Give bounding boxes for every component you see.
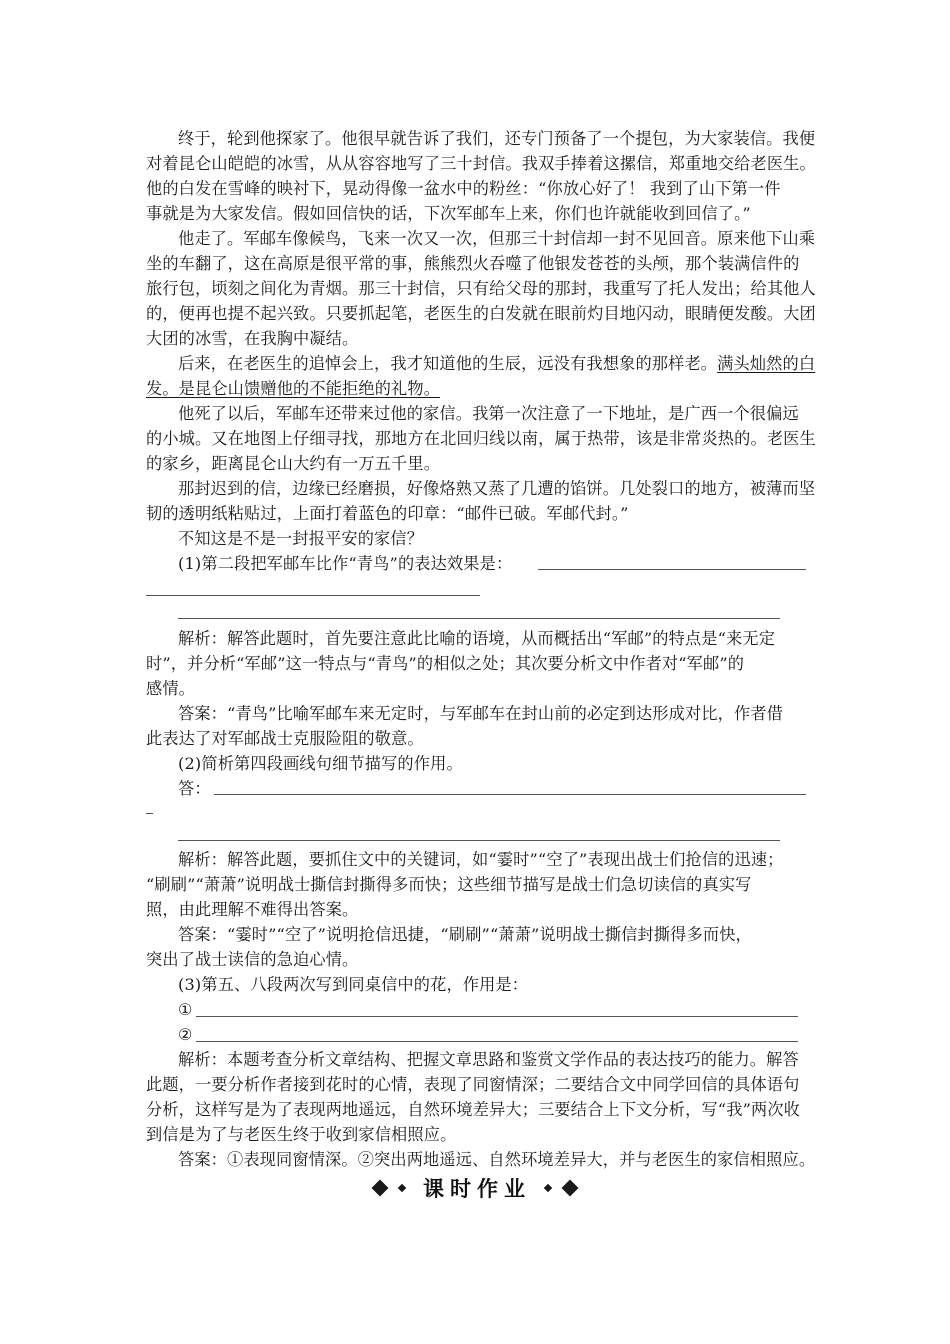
underlined-sentence: 发。是昆仑山馈赠他的不能拒绝的礼物。	[146, 379, 441, 398]
answer-blank-dash	[146, 813, 153, 814]
analysis-line: 感情。	[146, 679, 196, 698]
blank-marker-2: ②	[178, 1025, 193, 1044]
analysis-line: “刷刷”“萧萧”说明战士撕信封撕得多而快；这些细节描写是战士们急切读信的真实写	[146, 875, 752, 894]
analysis-line: 解析：解答此题，要抓住文中的关键词，如“霎时”“空了”表现出战士们抢信的迅速；	[178, 850, 784, 869]
answer-line: 此表达了对军邮战士克服险阻的敬意。	[146, 729, 424, 748]
analysis-line: 解析：本题考查分析文章结构、把握文章思路和鉴赏文学作品的表达技巧的能力。解答	[178, 1050, 799, 1069]
blank-marker-1: ①	[178, 1000, 193, 1019]
answer-line: 答案：“霎时”“空了”说明抢信迅捷，“刷刷”“萧萧”说明战士撕信封撕得多而快，	[178, 925, 752, 944]
banner-title-box	[412, 1172, 538, 1204]
analysis-line: 到信是为了与老医生终于收到家信相照应。	[146, 1125, 457, 1144]
analysis-line: 解析：解答此题时，首先要注意此比喻的语境，从而概括出“军邮”的特点是“来无定	[178, 629, 776, 648]
text-line	[178, 352, 816, 376]
answer-blank[interactable]	[146, 595, 480, 596]
text-line: 的，便再也提不起兴致。只要抓起笔，老医生的白发就在眼前灼目地闪动，眼睛便发酸。大团	[146, 304, 816, 323]
question-3: (3)第五、八段两次写到同桌信中的花，作用是：	[178, 975, 529, 994]
answer-blank[interactable]	[178, 840, 780, 841]
analysis-line: 照，由此理解不难得出答案。	[146, 900, 359, 919]
text-line: 的家乡，距离昆仑山大约有一万五千里。	[146, 454, 441, 473]
text-line: 终于，轮到他探家了。他很早就告诉了我们，还专门预备了一个提包，为大家装信。我便	[178, 129, 816, 148]
question-2: (2)简析第四段画线句细节描写的作用。	[178, 754, 463, 773]
text-line: 他死了以后，军邮车还带来过他的家信。我第一次注意了一下地址，是广西一个很偏远	[178, 404, 799, 423]
answer-blank[interactable]	[196, 1016, 798, 1017]
text-line: 韧的透明纸粘贴过，上面打着蓝色的印章：“邮件已破。军邮代封。”	[146, 504, 629, 523]
diamond-icon	[372, 1180, 389, 1197]
underlined-sentence: 满头灿然的白	[717, 354, 816, 373]
text-line: 他的白发在雪峰的映衬下，晃动得像一盆水中的粉丝：“你放心好了！ 我到了山下第一件	[146, 179, 781, 198]
section-banner	[0, 1170, 950, 1206]
text-line: 事就是为大家发信。假如回信快的话，下次军邮车上来，你们也许就能收到回信了。”	[146, 204, 751, 223]
diamond-icon	[544, 1184, 552, 1192]
answer-blank[interactable]	[178, 618, 780, 619]
text-line: 的小城。又在地图上仔细寻找，那地方在北回归线以南，属于热带，该是非常炎热的。老医生	[146, 429, 816, 448]
diamond-icon	[398, 1184, 406, 1192]
text-line: 他走了。军邮车像候鸟，飞来一次又一次，但那三十封信却一封不见回音。原来他下山乘	[178, 229, 816, 248]
answer-line: 答案：“青鸟”比喻军邮车来无定时，与军邮车在封山前的必定到达形成对比，作者借	[178, 704, 783, 723]
answer-line: 答案：①表现同窗情深。②突出两地遥远、自然环境差异大，并与老医生的家信相照应。	[178, 1150, 816, 1169]
text-line: 对着昆仑山皑皑的冰雪，从从容容地写了三十封信。我双手捧着这摞信，郑重地交给老医生。	[146, 154, 816, 173]
answer-prompt: 答：	[178, 779, 211, 798]
analysis-line: 分析，这样写是为了表现两地遥远，自然环境差异大；三要结合上下文分析，写“我”两次收	[146, 1100, 801, 1119]
diamond-icon	[562, 1180, 579, 1197]
text-line: 坐的车翻了，这在高原是很平常的事，熊熊烈火吞噬了他银发苍苍的头颅，那个装满信件的	[146, 254, 800, 273]
text-span: 后来，在老医生的追悼会上，我才知道他的生辰，远没有我想象的那样老。	[178, 354, 718, 373]
analysis-line: 此题，一要分析作者接到花时的心情，表现了同窗情深；二要结合文中同学回信的具体语句	[146, 1075, 800, 1094]
text-line: 不知这是不是一封报平安的家信？	[178, 529, 424, 548]
answer-blank[interactable]	[538, 569, 806, 570]
answer-blank[interactable]	[196, 1041, 798, 1042]
answer-blank[interactable]	[214, 794, 806, 795]
analysis-line: 时”，并分析“军邮”这一特点与“青鸟”的相似之处；其次要分析文中作者对“军邮”的	[146, 654, 745, 673]
text-line: 那封迟到的信，边缘已经磨损，好像烙熟又蒸了几遭的馅饼。几处裂口的地方，被薄而坚	[178, 479, 816, 498]
question-1: (1)第二段把军邮车比作“青鸟”的表达效果是：	[178, 554, 513, 573]
section-title: 课时作业	[423, 1177, 531, 1201]
answer-line: 突出了战士读信的急迫心情。	[146, 950, 359, 969]
text-line	[146, 377, 810, 401]
text-line: 旅行包，顷刻之间化为青烟。那三十封信，只有给父母的那封，我重写了托人发出；给其他人	[146, 279, 816, 298]
text-line: 大团的冰雪，在我胸中凝结。	[146, 329, 359, 348]
